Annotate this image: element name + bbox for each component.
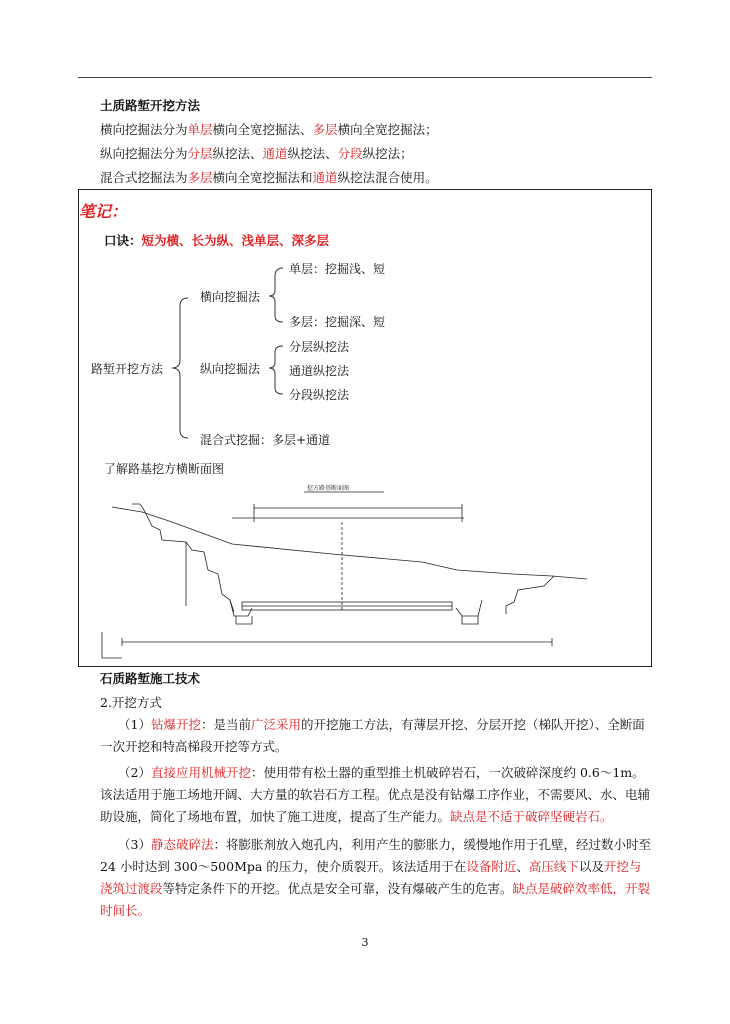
tree-vertical: 纵向挖掘法	[200, 362, 261, 376]
section2-title: 石质路堑施工技术	[100, 671, 201, 686]
tree-v1: 分层纵挖法	[289, 340, 350, 354]
cross-section-diagram	[82, 482, 648, 664]
paragraph-3: （3）静态破碎法：将膨胀剂放入炮孔内，利用产生的膨胀力，缓慢地作用于孔壁，经过数小时至 24 小时达到 300～500Mpa 的压力，使介质裂开。该法适用于在设备附近、高压线下以及开挖与浇筑过渡段等特定条件下的开挖。优点是安全可靠，没有爆破产生的危害。缺点是破碎效率低，开裂时间长。	[100, 837, 651, 918]
tree-v2: 通道纵挖法	[289, 364, 350, 378]
diagram-caption: 了解路基挖方横断面图	[104, 462, 225, 476]
paragraph-2: （2）直接应用机械开挖：使用带有松土器的重型推土机破碎岩石，一次破碎深度约 0.6～1m。该法适用于施工场地开阔、大方量的软岩石方工程。优点是没有钻爆工序作业，不需要风、水、电辅助设施，简化了场地布置，加快了施工进度，提高了生产能力。缺点是不适于破碎坚硬岩石。	[100, 765, 651, 824]
tree-v3: 分段纵挖法	[289, 388, 350, 402]
mnemonic: 口诀：短为横、长为纵、浅单层、深多层	[104, 233, 330, 248]
section1-line1: 横向挖掘法分为单层横向全宽挖掘法、多层横向全宽挖掘法；	[100, 122, 438, 137]
tree-root: 路堑开挖方法	[91, 362, 164, 376]
section1-line3: 混合式挖掘法为多层横向全宽挖掘法和通道纵挖法混合使用。	[100, 170, 438, 185]
diagram-title: 挖方路基断面图	[307, 485, 350, 492]
paragraph-1: （1）钻爆开挖：是当前广泛采用的开挖施工方法，有薄层开挖、分层开挖（梯队开挖）、全断面一次开挖和特高梯段开挖等方式。	[100, 717, 645, 754]
section1-title: 土质路堑开挖方法	[100, 98, 201, 113]
note-title: 笔记：	[79, 202, 128, 221]
page-number: 3	[361, 936, 369, 949]
tree-multi: 多层：挖掘深、短	[289, 315, 386, 329]
tree-single: 单层：挖掘浅、短	[289, 262, 386, 276]
section1-line2: 纵向挖掘法分为分层纵挖法、通道纵挖法、分段纵挖法；	[100, 146, 413, 161]
tree-mixed: 混合式挖掘：多层+通道	[200, 433, 331, 447]
section2-subtitle: 2.开挖方式	[100, 695, 162, 710]
tree-horizontal: 横向挖掘法	[200, 290, 261, 304]
